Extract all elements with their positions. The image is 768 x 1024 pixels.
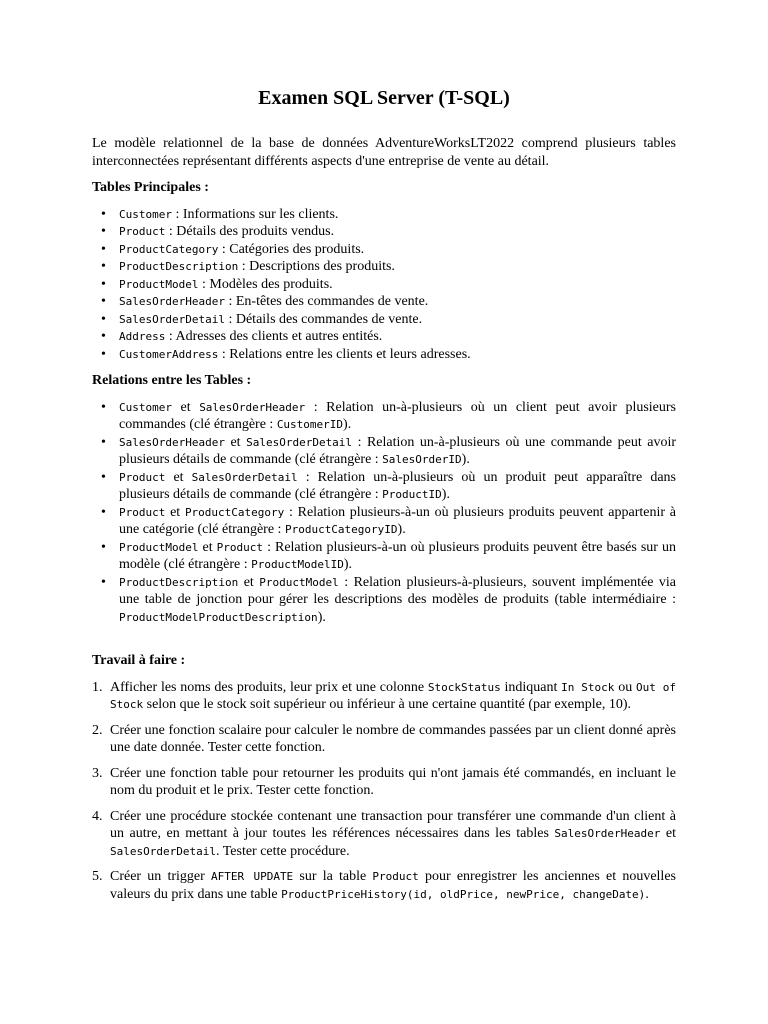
table-name: ProductCategory	[119, 242, 219, 256]
table-description: : Modèles des produits.	[198, 276, 333, 292]
table-name: Customer	[119, 207, 172, 221]
task-code: SalesOrderDetail	[110, 844, 216, 858]
relation-table-a: SalesOrderHeader	[119, 435, 225, 449]
list-item	[92, 539, 676, 574]
tasks-list	[92, 679, 676, 904]
task-text: .	[645, 886, 649, 902]
task-item	[92, 765, 676, 800]
bullet-icon: •	[101, 434, 106, 450]
relation-table-a: ProductDescription	[119, 575, 239, 589]
relation-connector: et	[198, 539, 217, 555]
task-item	[92, 679, 676, 714]
bullet-icon: •	[101, 574, 106, 590]
task-text: pour enregistrer les anciennes et nouvelles valeurs du prix dans une table	[110, 869, 676, 902]
task-code: SalesOrderHeader	[554, 827, 661, 840]
relation-foreign-key: ProductCategoryID	[284, 523, 398, 536]
task-number: 4.	[92, 808, 103, 824]
table-description: : Relations entre les clients et leurs adresses.	[218, 346, 471, 362]
table-description: : Détails des produits vendus.	[165, 224, 335, 239]
list-item	[92, 311, 676, 329]
table-name: CustomerAddress	[119, 347, 219, 361]
task-code: In Stock	[561, 680, 615, 694]
relations-heading: Relations entre les Tables :	[92, 373, 252, 388]
bullet-icon: •	[101, 276, 106, 292]
relation-end: ).	[343, 557, 353, 572]
list-item	[92, 276, 676, 294]
list-item	[92, 206, 676, 224]
bullet-icon: •	[101, 399, 106, 415]
task-number: 2.	[92, 722, 103, 738]
list-item	[92, 574, 676, 627]
task-code: AFTER UPDATE	[211, 870, 294, 883]
list-item	[92, 241, 676, 259]
relation-description: : Relation plusieurs-à-un où plusieurs produits peuvent appartenir à une catégorie (clé étrangère :	[119, 504, 676, 537]
relation-foreign-key: ProductModelID	[251, 558, 344, 571]
relation-end: ).	[461, 452, 470, 467]
relation-foreign-key: CustomerID	[276, 418, 344, 431]
task-text: selon que le stock soit supérieur ou inférieur à une certaine quantité (par exemple, 10).	[143, 697, 631, 712]
relation-description: : Relation plusieurs-à-plusieurs, souvent implémentée via une table de jonction pour gérer les descriptions des modèles de produits (table intermédiaire :	[119, 574, 676, 607]
task-text: Afficher les noms des produits, leur prix et une colonne	[110, 679, 428, 695]
bullet-icon: •	[101, 311, 106, 327]
relation-end: ).	[397, 522, 406, 537]
relation-table-b: ProductCategory	[184, 505, 285, 519]
list-item	[92, 346, 676, 364]
relation-foreign-key: SalesOrderID	[382, 453, 462, 466]
relations-list	[92, 399, 676, 627]
table-description: : Détails des commandes de vente.	[224, 311, 423, 327]
list-item	[92, 223, 676, 241]
task-text: Créer une fonction scalaire pour calculer le nombre de commandes passées par un client donné après une date donnée. Tester cette fonction.	[110, 722, 676, 755]
list-item	[92, 328, 676, 346]
table-description: : Informations sur les clients.	[171, 206, 339, 222]
table-name: SalesOrderDetail	[119, 312, 225, 326]
list-item	[92, 434, 676, 469]
task-item	[92, 722, 676, 757]
task-text: indiquant	[500, 679, 562, 695]
list-item	[92, 469, 676, 504]
tasks-heading: Travail à faire :	[92, 653, 186, 668]
relation-connector: et	[165, 504, 185, 520]
relation-table-b: ProductModel	[259, 575, 339, 589]
bullet-icon: •	[101, 241, 106, 257]
intro-paragraph: Le modèle relationnel de la base de données AdventureWorksLT2022 comprend plusieurs tables interconnectées représentant différents aspects d'une entreprise de vente au détail.	[92, 136, 676, 169]
table-description: : Catégories des produits.	[218, 241, 365, 257]
task-text: Créer un trigger	[110, 869, 212, 884]
relation-table-b: SalesOrderHeader	[199, 400, 306, 414]
list-item	[92, 258, 676, 276]
bullet-icon: •	[101, 469, 106, 485]
task-code: Out of Stock	[110, 680, 676, 711]
bullet-icon: •	[101, 329, 106, 344]
relation-connector: et	[224, 434, 247, 450]
task-text: Créer une procédure stockée contenant une transaction pour transférer une commande d'un client à un autre, en mettant à jour toutes les références nécessaires dans les tables	[110, 808, 676, 841]
relation-connector: et	[171, 399, 200, 415]
relation-description: : Relation un-à-plusieurs où une commande peut avoir plusieurs détails de commande (clé étrangère :	[119, 434, 677, 467]
relation-foreign-key: ProductModelProductDescription	[119, 610, 318, 624]
relation-table-a: Product	[119, 470, 166, 484]
relation-table-b: SalesOrderDetail	[191, 470, 298, 484]
relation-end: ).	[317, 609, 326, 625]
relation-connector: et	[238, 574, 260, 590]
relation-description: : Relation un-à-plusieurs où un produit peut apparaître dans plusieurs détails de commande (clé étrangère :	[119, 469, 676, 502]
task-text: Créer une fonction table pour retourner les produits qui n'ont jamais été commandés, en incluant le nom du produit et le prix. Tester cette fonction.	[110, 765, 676, 798]
task-number: 3.	[92, 765, 103, 781]
relation-table-b: Product	[216, 540, 264, 554]
task-item	[92, 868, 676, 903]
task-code: Product	[372, 870, 419, 883]
relation-table-a: Product	[119, 505, 166, 519]
table-name: SalesOrderHeader	[119, 295, 225, 308]
relation-end: ).	[441, 487, 450, 502]
table-name: ProductDescription	[119, 260, 239, 273]
relation-table-a: ProductModel	[119, 540, 199, 554]
page-title: Examen SQL Server (T-SQL)	[258, 87, 510, 109]
task-code: StockStatus	[427, 680, 501, 694]
relation-foreign-key: ProductID	[382, 488, 442, 501]
tables-heading: Tables Principales :	[92, 180, 209, 195]
bullet-icon: •	[101, 539, 106, 555]
task-text: . Tester cette procédure.	[215, 843, 350, 859]
bullet-icon: •	[101, 224, 106, 239]
table-description: : Adresses des clients et autres entités.	[165, 329, 383, 344]
task-text: et	[660, 826, 677, 841]
table-description: : En-têtes des commandes de vente.	[224, 294, 429, 309]
list-item	[92, 399, 676, 434]
table-name: Address	[119, 330, 166, 343]
bullet-icon: •	[101, 504, 106, 520]
table-name: ProductModel	[119, 277, 199, 291]
task-number: 5.	[92, 869, 103, 884]
relation-connector: et	[165, 469, 192, 485]
relation-end: ).	[343, 417, 352, 432]
task-number: 1.	[92, 679, 103, 695]
bullet-icon: •	[101, 206, 106, 222]
table-description: : Descriptions des produits.	[238, 259, 395, 274]
relation-description: : Relation plusieurs-à-un où plusieurs produits peuvent être basés sur un modèle (clé étrangère :	[119, 539, 677, 572]
table-name: Product	[119, 225, 166, 238]
task-text: sur la table	[293, 869, 373, 884]
relation-table-b: SalesOrderDetail	[246, 435, 353, 449]
list-item	[92, 504, 676, 539]
relation-description: : Relation un-à-plusieurs où un client peut avoir plusieurs commandes (clé étrangère :	[119, 399, 676, 432]
bullet-icon: •	[101, 346, 106, 362]
task-text: ou	[614, 679, 636, 695]
bullet-icon: •	[101, 294, 106, 309]
task-code: ProductPriceHistory(id, oldPrice, newPrice, changeDate)	[281, 887, 646, 901]
list-item	[92, 293, 676, 311]
bullet-icon: •	[101, 259, 106, 274]
tables-list	[92, 206, 676, 364]
relation-table-a: Customer	[119, 400, 172, 414]
task-item	[92, 808, 676, 861]
